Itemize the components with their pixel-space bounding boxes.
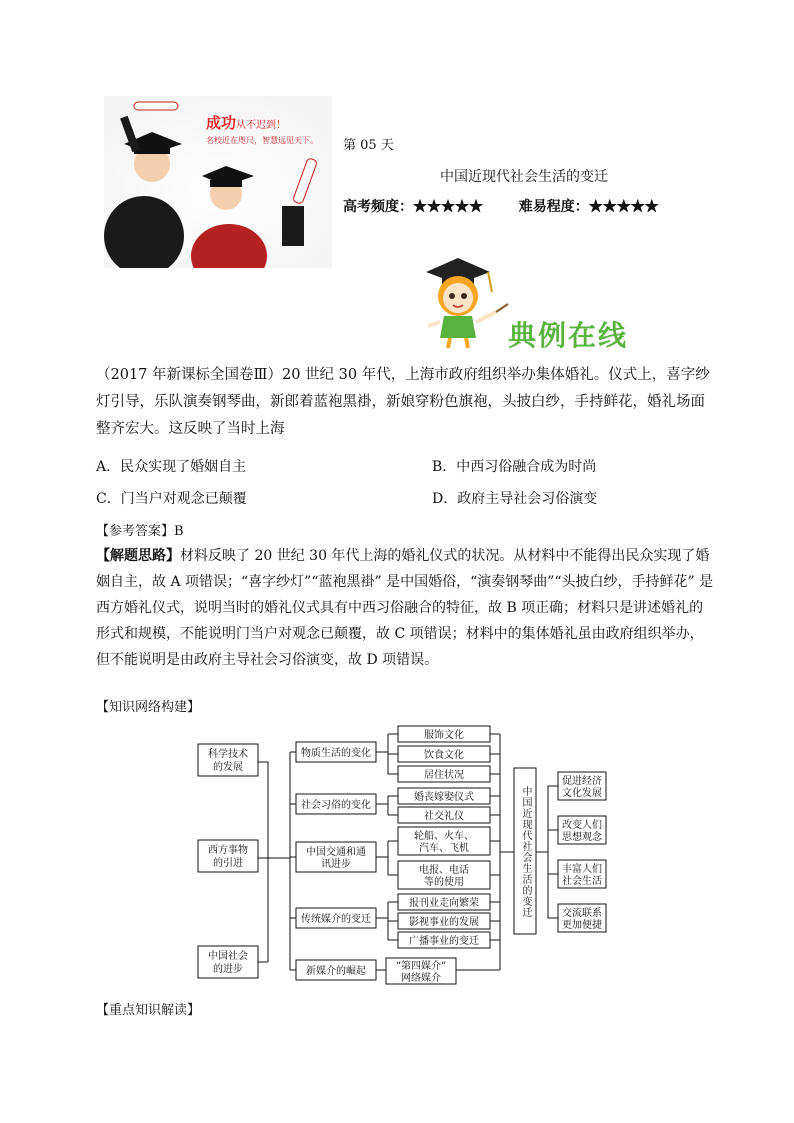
difficulty-rating: 难易程度：★★★★★ [518,199,659,215]
effect-communication-l2: 更加便捷 [562,920,602,931]
cause-society-l2: 的进步 [213,964,243,975]
cause-science-l1: 科学技术 [208,749,248,760]
detail-telegraph-l2: 等的使用 [424,877,464,888]
detail-food: 饮食文化 [424,750,464,761]
lesson-title: 中国近现代社会生活的变迁 [440,169,608,185]
section-key-points: 【重点知识解读】 [96,1003,201,1018]
question-stem: （2017 年新课标全国卷Ⅲ）20 世纪 30 年代，上海市政府组织举办集体婚礼。仪式上，喜字纱灯引导，乐队演奏钢琴曲，新郎着蓝袍黑褂，新娘穿粉色旗袍，头披白纱，手持鲜花，婚礼场面整齐宏大。这反映了当时上海 [96,367,710,437]
detail-fourth-media-l2: 网络媒介 [401,973,441,984]
explanation-label: 【解题思路】 [96,548,180,564]
detail-fourth-media-l1: “第四媒介” [395,961,447,972]
category-new-media: 新媒介的崛起 [306,966,366,977]
knowledge-network-diagram [190,720,620,990]
day-label: 第 05 天 [343,138,394,153]
detail-etiquette: 社交礼仪 [424,811,464,822]
detail-radio: 广播事业的变迁 [409,936,479,947]
category-transport-l1: 中国交通和通 [306,847,366,858]
detail-wedding-funeral: 婚丧嫁娶仪式 [414,792,474,803]
detail-vehicles-l2: 汽车、飞机 [419,843,469,854]
detail-press: 报刊业走向繁荣 [409,898,479,909]
explanation-text: 材料反映了 20 世纪 30 年代上海的婚礼仪式的状况。从材料中不能得出民众实现了婚姻自主，故 A 项错误；“喜字纱灯”“蓝袍黑褂” 是中国婚俗，“演奏钢琴曲”“头披白纱，手持鲜花” 是西方婚礼仪式，说明当时的婚礼仪式具有中西习俗融合的特征，故 B 项正确；材料只是讲述婚礼的形式和规模，不能说明门当户对观念已颠覆，故 C 项错误；材料中的集体婚礼虽由政府组织举办，但不能说明是由政府主导社会习俗演变，故 D 项错误。 [96,548,714,668]
cause-society-l1: 中国社会 [208,951,248,962]
effect-thinking-l2: 思想观念 [562,832,602,843]
detail-housing: 居住状况 [424,770,464,781]
option-d: D．政府主导社会习俗演变 [432,491,598,507]
effect-economy-l2: 文化发展 [562,788,602,799]
detail-vehicles-l1: 轮船、火车、 [414,831,474,842]
category-traditional-media: 传统媒介的变迁 [301,914,371,925]
effect-life-l1: 丰富人们 [562,864,602,875]
option-b: B．中西习俗融合成为时尚 [432,459,597,475]
category-material: 物质生活的变化 [301,748,371,759]
category-customs: 社会习俗的变化 [301,800,371,811]
category-transport-l2: 讯进步 [321,859,351,870]
cause-science-l2: 的发展 [213,762,243,773]
explanation [96,543,716,673]
effect-thinking-l1: 改变人们 [562,820,602,831]
reference-answer: 【参考答案】B [96,524,184,539]
detail-film: 影视事业的发展 [409,917,479,928]
detail-telegraph-l1: 电报、电话 [419,865,469,876]
example-section-title: 典例在线 [508,319,629,352]
cause-west-l2: 的引进 [213,858,243,869]
banner-slogan-sub: 从不迟到！ [236,120,287,131]
option-c: C．门当户对观念已颠覆 [96,491,247,507]
banner-slogan [206,112,318,146]
center-topic: 中国近现代社会生活的变迁 [520,786,531,918]
effect-communication-l1: 交流联系 [562,908,602,919]
banner-slogan-line2: 名校近在咫尺，智慧远见天下。 [206,136,318,145]
effect-economy-l1: 促进经济 [562,776,602,787]
banner-slogan-main: 成功 [206,114,237,132]
detail-clothing: 服饰文化 [424,730,464,741]
mascot-graduate-girl-icon [418,252,518,352]
frequency-rating: 高考频度：★★★★★ [343,199,483,215]
effect-life-l2: 社会生活 [562,876,602,887]
rating-row [343,196,659,216]
section-knowledge-network: 【知识网络构建】 [96,700,201,715]
option-a: A．民众实现了婚姻自主 [96,459,247,475]
cause-west-l1: 西方事物 [208,845,248,856]
